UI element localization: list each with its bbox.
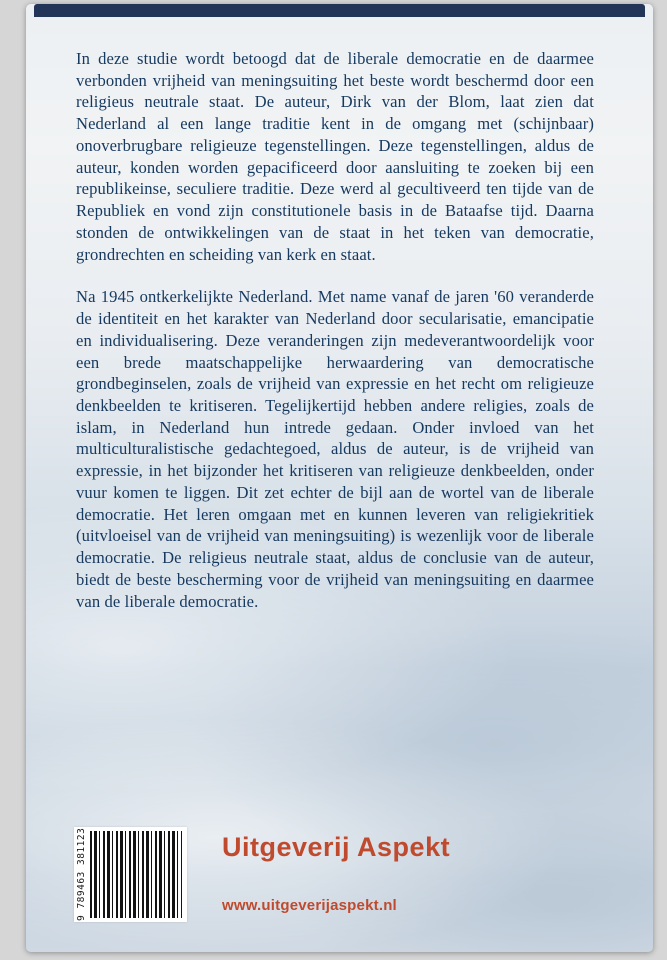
publisher-logo: Uitgeverij Aspekt: [222, 832, 451, 862]
blurb-paragraph-1: In deze studie wordt betoogd dat de liberale democratie en de daarmee verbonden vrijheid van meningsuiting het beste wordt beschermd door een religieus neutrale staat. De auteur, Dirk van der Blom, laat zien dat Nederland al een lange traditie kent in de omgang met (schijnbaar) onoverbrugbare religieuze tegenstellingen. Deze tegenstellingen, aldus de auteur, konden worden gepacificeerd door aansluiting te zoeken bij een republikeinse, seculiere traditie. Deze werd al gecultiveerd ten tijde van de Republiek en vond zijn constitutionele basis in de Bataafse tijd. Daarna stonden de ontwikkelingen van de staat in het teken van democratie, grondrechten en scheiding van kerk en staat.: [76, 49, 594, 264]
isbn-number: 9 789463 381123: [76, 827, 87, 922]
blurb-paragraph-2: Na 1945 ontkerkelijkte Nederland. Met name vanaf de jaren '60 veranderde de identiteit en het karakter van Nederland door secularisatie, emancipatie en individualisering. Deze veranderingen zijn medeverantwoordelijk voor een brede maatschappelijke herwaardering van democratische grondbeginselen, zoals de vrijheid van expressie en het recht om religieuze denkbeelden te kritiseren. Tegelijkertijd hebben andere religies, zoals de islam, in Nederland hun intrede gedaan. Onder invloed van het multiculturalistische gedachtegoed, aldus de auteur, is de vrijheid van expressie, in het bijzonder het kritiseren van religieuze denkbeelden, onder vuur komen te liggen. Dit zet echter de bijl aan de wortel van de liberale democratie. Het leren omgaan met en kunnen leveren van religiekritiek (uitvloeisel van de vrijheid van meningsuiting) is wezenlijk voor de liberale democratie. De religieus neutrale staat, aldus de conclusie van de auteur, biedt de beste bescherming voor de vrijheid van meningsuiting en daarmee van de liberale democratie.: [76, 287, 594, 611]
book-back-cover: [26, 4, 653, 952]
cover-top-edge: [34, 4, 645, 17]
publisher-website: www.uitgeverijaspekt.nl: [222, 897, 397, 914]
barcode-bars: [90, 831, 182, 918]
barcode: [74, 827, 187, 922]
blurb: [76, 48, 594, 612]
